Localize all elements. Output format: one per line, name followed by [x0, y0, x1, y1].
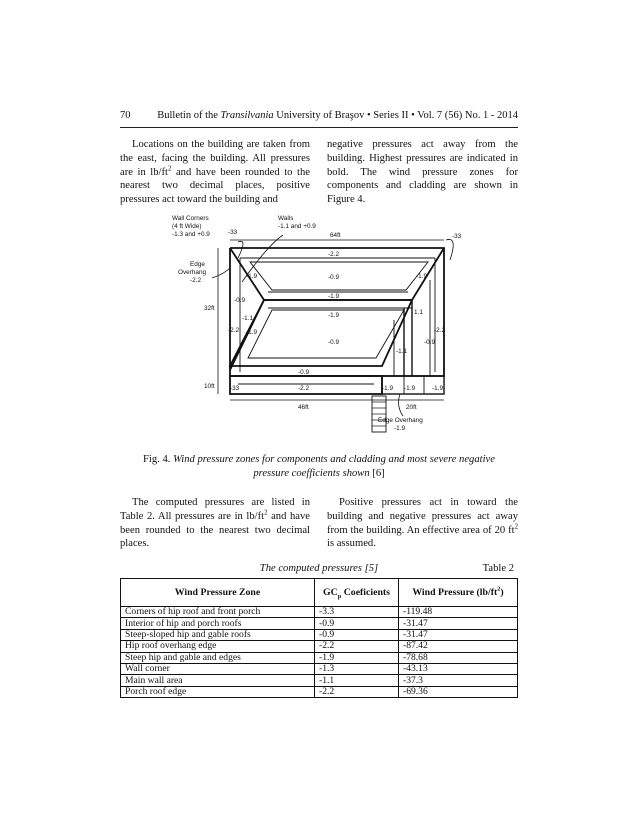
table-label: Table 2: [482, 563, 514, 574]
roof-panel: [248, 310, 404, 358]
value-wall: -1.1: [242, 315, 254, 322]
cell-gcp: -2.2: [315, 641, 399, 652]
value-edge: -1.9: [382, 385, 394, 392]
dim-20ft: 20ft: [406, 404, 417, 411]
cell-pressure: -37.3: [399, 675, 518, 686]
value-interior: -0.9: [424, 339, 436, 346]
cell-zone: Main wall area: [121, 675, 315, 686]
leader-line: [399, 394, 403, 416]
value-ridge: -1.9: [328, 293, 340, 300]
cell-pressure: -78.68: [399, 652, 518, 663]
dim-32ft: 32ft: [204, 305, 215, 312]
leader-line: [238, 241, 243, 258]
mid-right-paragraph: [327, 496, 518, 551]
cell-zone: Corners of hip roof and front porch: [121, 607, 315, 618]
label-wall-corners-width: (4 ft Wide): [172, 223, 202, 230]
figure-caption: [134, 453, 504, 481]
cell-gcp: -0.9: [315, 629, 399, 640]
header-rule: [120, 127, 518, 128]
leader-line: [446, 239, 453, 260]
cell-gcp: -1.3: [315, 663, 399, 674]
value-corner: -33: [230, 385, 240, 392]
cell-pressure: -69.36: [399, 686, 518, 697]
label-walls-value: -1.1 and +0.9: [278, 223, 316, 230]
header-text: Coeficients: [341, 587, 390, 598]
superscript: 2: [167, 165, 172, 173]
cell-pressure: -43.13: [399, 663, 518, 674]
value-edge: -1.9: [432, 385, 444, 392]
table-caption: [120, 563, 518, 577]
cell-pressure: -87.42: [399, 641, 518, 652]
label-overhang-value: -2.2: [190, 277, 202, 284]
text-run: is assumed.: [327, 538, 376, 550]
cell-zone: Hip roof overhang edge: [121, 641, 315, 652]
cell-zone: Porch roof edge: [121, 686, 315, 697]
header-gcp: [315, 579, 399, 607]
caption-ref: [6]: [369, 468, 385, 479]
pressure-table: [120, 578, 518, 698]
value-interior: -0.9: [328, 274, 340, 281]
table-row: [121, 652, 518, 663]
superscript: 2: [514, 523, 518, 531]
value-ridge: -1.9: [328, 312, 340, 319]
cell-gcp: -3.3: [315, 607, 399, 618]
cell-gcp: -1.1: [315, 675, 399, 686]
caption-label: Fig. 4.: [143, 454, 174, 465]
page-number: 70: [120, 110, 131, 121]
cell-gcp: -2.2: [315, 686, 399, 697]
running-header: [120, 110, 518, 126]
text-run: Positive pressures act in toward the building and negative pressures act away from the building. An effective area of 20 ft: [327, 497, 518, 536]
superscript: 2: [497, 585, 501, 593]
value-wall: 1.1: [414, 309, 423, 316]
text-run: Locations on the building are taken from the east, facing the building. All pressures are in lb/ft: [120, 139, 310, 178]
dim-64ft: 64ft: [330, 232, 341, 239]
table-row: [121, 629, 518, 640]
top-left-paragraph: [120, 138, 310, 207]
table-header-row: [121, 579, 518, 607]
label-overhang: Overhang: [178, 269, 207, 276]
value-edge: -2.2: [228, 327, 240, 334]
table-row: [121, 607, 518, 618]
journal-title-part: Bulletin of the: [157, 110, 221, 121]
text-run: and have been rounded to the nearest two decimal places.: [120, 510, 310, 550]
table-row: [121, 641, 518, 652]
header-text: ): [500, 587, 504, 598]
cell-gcp: -1.9: [315, 652, 399, 663]
value-hip: -1.9: [246, 273, 258, 280]
header-pressure: [399, 579, 518, 607]
header-text: GC: [323, 587, 338, 598]
subscript: p: [337, 592, 342, 600]
mid-left-paragraph: [120, 496, 310, 551]
value-interior: -0.9: [328, 339, 340, 346]
table-row: [121, 663, 518, 674]
top-right-paragraph: negative pressures act away from the building. Highest pressures are indicated in bold. The wind pressure zones for components and cladding are shown in Figure 4.: [327, 139, 518, 206]
cell-gcp: -0.9: [315, 618, 399, 629]
value-edge: -1.9: [404, 385, 416, 392]
value-edge: -2.2: [328, 251, 340, 258]
cell-zone: Wall corner: [121, 663, 315, 674]
cell-zone: Steep-sloped hip and gable roofs: [121, 629, 315, 640]
label-wall-corners: Wall Corners: [172, 215, 209, 222]
label-edge-overhang-bottom-value: -1.9: [394, 425, 406, 432]
caption-italic: Wind pressure zones for components and cladding and most severe negative pressure coefficients shown: [173, 454, 495, 479]
value-corner: -33: [228, 229, 238, 236]
value-corner: -33: [452, 233, 462, 240]
label-walls: Walls: [278, 215, 294, 222]
cell-pressure: -31.47: [399, 629, 518, 640]
journal-title-part: University of Braşov • Series II • Vol. 7 (56) No. 1 - 2014: [273, 110, 518, 121]
cell-pressure: -31.47: [399, 618, 518, 629]
cell-zone: Steep hip and gable and edges: [121, 652, 315, 663]
table-row: [121, 675, 518, 686]
text-run: and have been rounded to the nearest two decimal places, positive pressures act toward the building and: [120, 166, 310, 206]
value-edge: -2.2: [434, 327, 446, 334]
dim-10ft: 10ft: [204, 383, 215, 390]
value-hip: -1.9: [416, 273, 428, 280]
leader-line: [212, 268, 230, 278]
table-row: [121, 618, 518, 629]
wind-pressure-figure: [168, 210, 478, 435]
table-row: [121, 686, 518, 697]
header-zone: Wind Pressure Zone: [121, 579, 315, 607]
text-run: The computed pressures are listed in Table 2. All pressures are in lb/ft: [120, 497, 310, 522]
superscript: 2: [264, 509, 268, 517]
journal-title: [157, 110, 518, 121]
label-edge: Edge: [190, 261, 205, 268]
dim-46ft: 46ft: [298, 404, 309, 411]
journal-title-italic: Transilvania: [220, 110, 274, 121]
label-wall-corners-value: -1.3 and +0.9: [172, 231, 210, 238]
cell-zone: Interior of hip and porch roofs: [121, 618, 315, 629]
header-text: Wind Pressure (lb/ft: [412, 587, 498, 598]
value-hip: -0.9: [234, 297, 246, 304]
value-interior: -0.9: [298, 369, 310, 376]
value-wall: -1.1: [396, 348, 408, 355]
value-hip: -1.9: [246, 329, 258, 336]
value-porch-edge: -2.2: [298, 385, 310, 392]
cell-pressure: -119.48: [399, 607, 518, 618]
label-edge-overhang-bottom: Edge Overhang: [378, 417, 423, 424]
table-title: The computed pressures [5]: [259, 563, 379, 574]
